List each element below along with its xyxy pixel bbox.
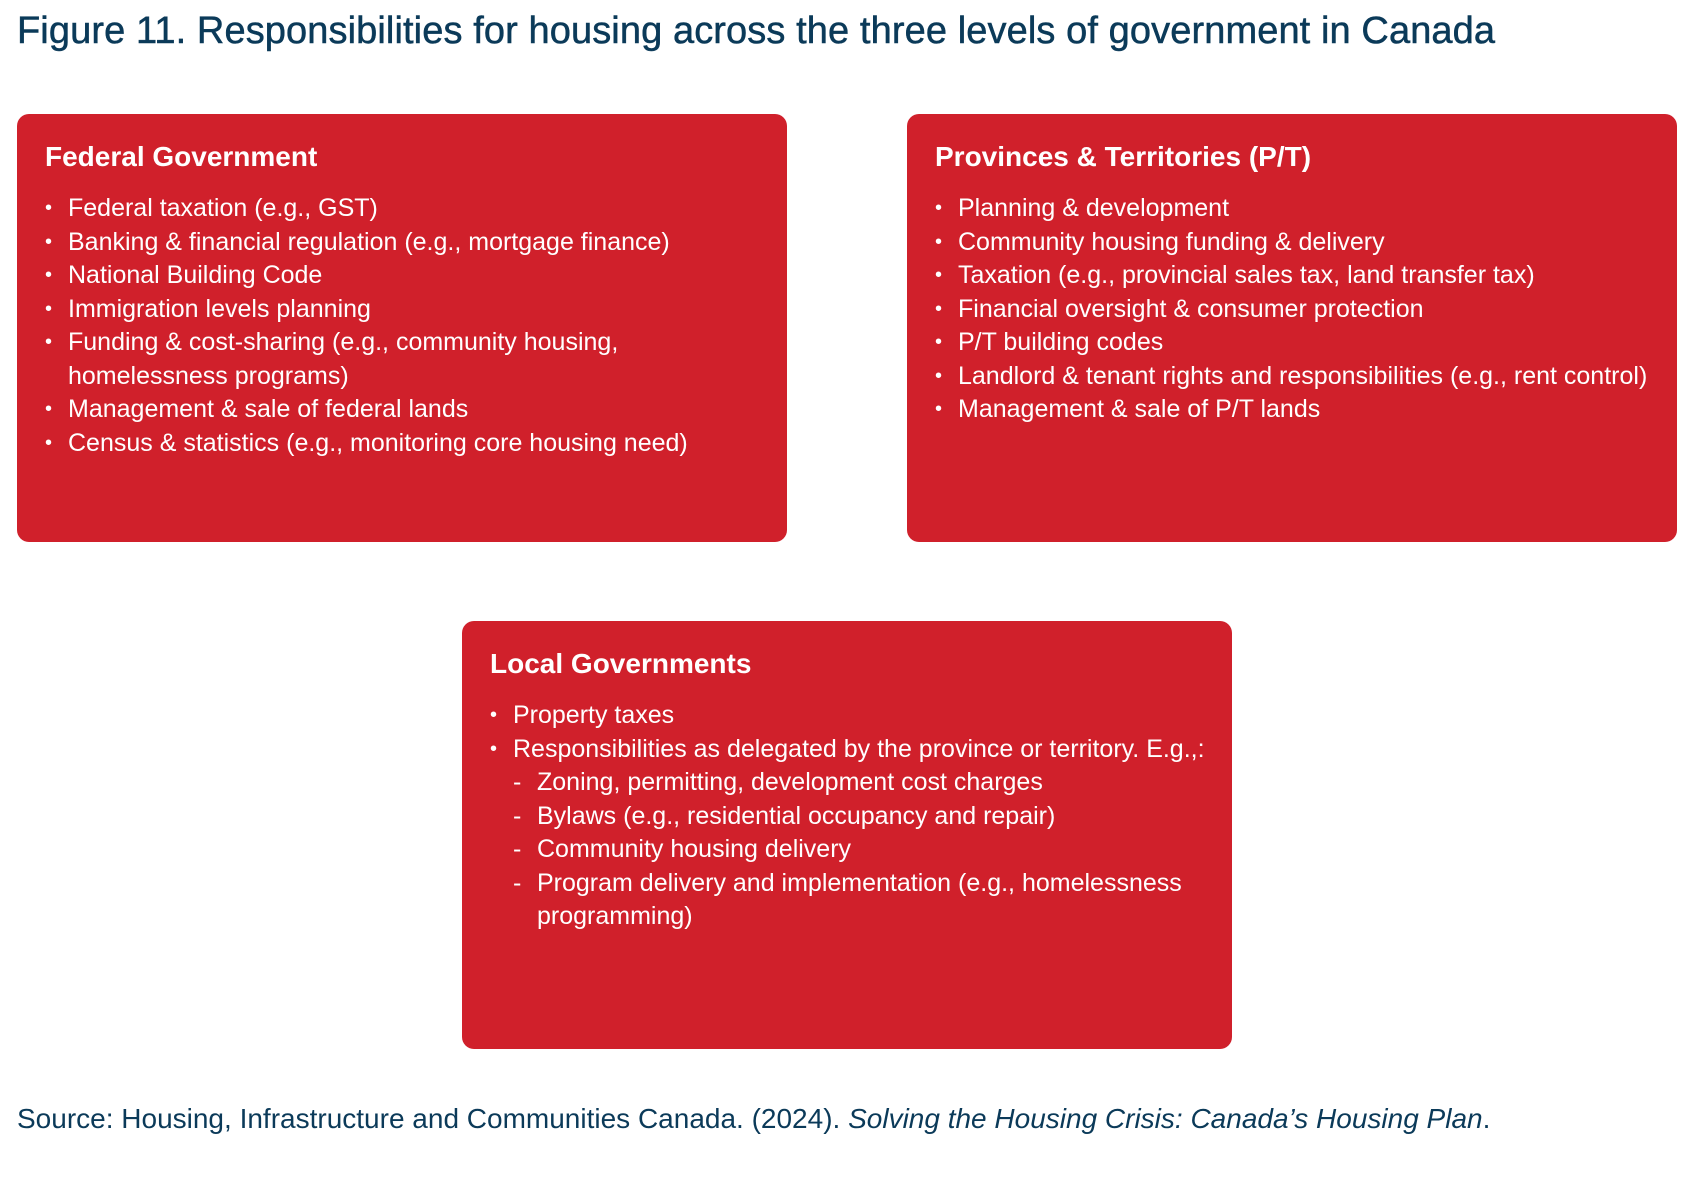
delegated-responsibilities-sublist	[513, 766, 1206, 934]
list-item: • Management & sale of P/T lands	[935, 393, 1651, 427]
source-prefix: Source: Housing, Infrastructure and Communities Canada. (2024).	[17, 1103, 849, 1134]
source-suffix: .	[1482, 1103, 1491, 1134]
sub-list-item: - Bylaws (e.g., residential occupancy and repair)	[513, 800, 1206, 834]
bullet-icon: •	[935, 398, 943, 420]
source-title: Solving the Housing Crisis: Canada’s Housing Plan	[848, 1103, 1483, 1134]
list-item: • Landlord & tenant rights and responsibilities (e.g., rent control)	[935, 360, 1651, 394]
list-item: • Management & sale of federal lands	[45, 393, 761, 427]
local-governments-title: Local Governments	[490, 648, 752, 679]
bullet-icon: •	[45, 297, 53, 320]
dash-icon: -	[513, 868, 522, 897]
dash-icon: -	[513, 835, 522, 863]
bullet-icon: •	[935, 297, 943, 320]
bullet-icon: •	[45, 398, 53, 420]
list-item: • Financial oversight & consumer protection	[935, 293, 1651, 327]
list-item: • Community housing funding & delivery	[935, 226, 1651, 260]
list-item: • Responsibilities as delegated by the province or territory. E.g.,: - Zoning, permitting, development cost charges - Bylaws (e.g., residential occupancy and repair) - Community housing delivery - Program delivery and implementation (e.g., homelessness programming)	[490, 733, 1206, 934]
list-item: • Federal taxation (e.g., GST)	[45, 192, 761, 226]
list-item: • Banking & financial regulation (e.g., mortgage finance)	[45, 226, 761, 260]
list-item: • Census & statistics (e.g., monitoring core housing need)	[45, 427, 761, 461]
list-item: • Immigration levels planning	[45, 293, 761, 327]
local-responsibilities-list	[490, 699, 1206, 934]
list-item: • Planning & development	[935, 192, 1651, 226]
list-item: • Taxation (e.g., provincial sales tax, land transfer tax)	[935, 259, 1651, 293]
bullet-icon: •	[490, 737, 498, 760]
sub-list-item: - Program delivery and implementation (e.g., homelessness programming)	[513, 868, 1182, 930]
dash-icon: -	[513, 801, 522, 830]
list-item: • P/T building codes	[935, 326, 1651, 360]
list-item: • Property taxes	[490, 699, 1206, 733]
bullet-icon: •	[45, 331, 53, 353]
bullet-icon: •	[935, 364, 943, 387]
federal-government-box	[17, 114, 787, 542]
federal-responsibilities-list	[45, 192, 761, 460]
provinces-territories-box	[907, 114, 1677, 542]
bullet-icon: •	[935, 331, 943, 353]
figure-title: Figure 11. Responsibilities for housing across the three levels of government in Canada	[17, 10, 1496, 52]
sub-list-item: - Community housing delivery	[513, 833, 1206, 867]
bullet-icon: •	[935, 230, 943, 253]
list-item: • Funding & cost-sharing (e.g., community housing, homelessness programs)	[45, 328, 619, 390]
bullet-icon: •	[935, 197, 943, 219]
sub-list-item: - Zoning, permitting, development cost charges	[513, 766, 1206, 800]
bullet-icon: •	[935, 264, 943, 286]
bullet-icon: •	[45, 197, 53, 219]
provinces-responsibilities-list	[935, 192, 1651, 427]
source-citation	[17, 1098, 1667, 1139]
bullet-icon: •	[490, 704, 498, 726]
provinces-territories-title: Provinces & Territories (P/T)	[935, 141, 1312, 172]
bullet-icon: •	[45, 264, 53, 286]
dash-icon: -	[513, 768, 522, 796]
federal-government-title: Federal Government	[45, 141, 318, 172]
bullet-icon: •	[45, 230, 53, 253]
list-item: • National Building Code	[45, 259, 761, 293]
bullet-icon: •	[45, 431, 53, 454]
local-governments-box	[462, 621, 1232, 1049]
